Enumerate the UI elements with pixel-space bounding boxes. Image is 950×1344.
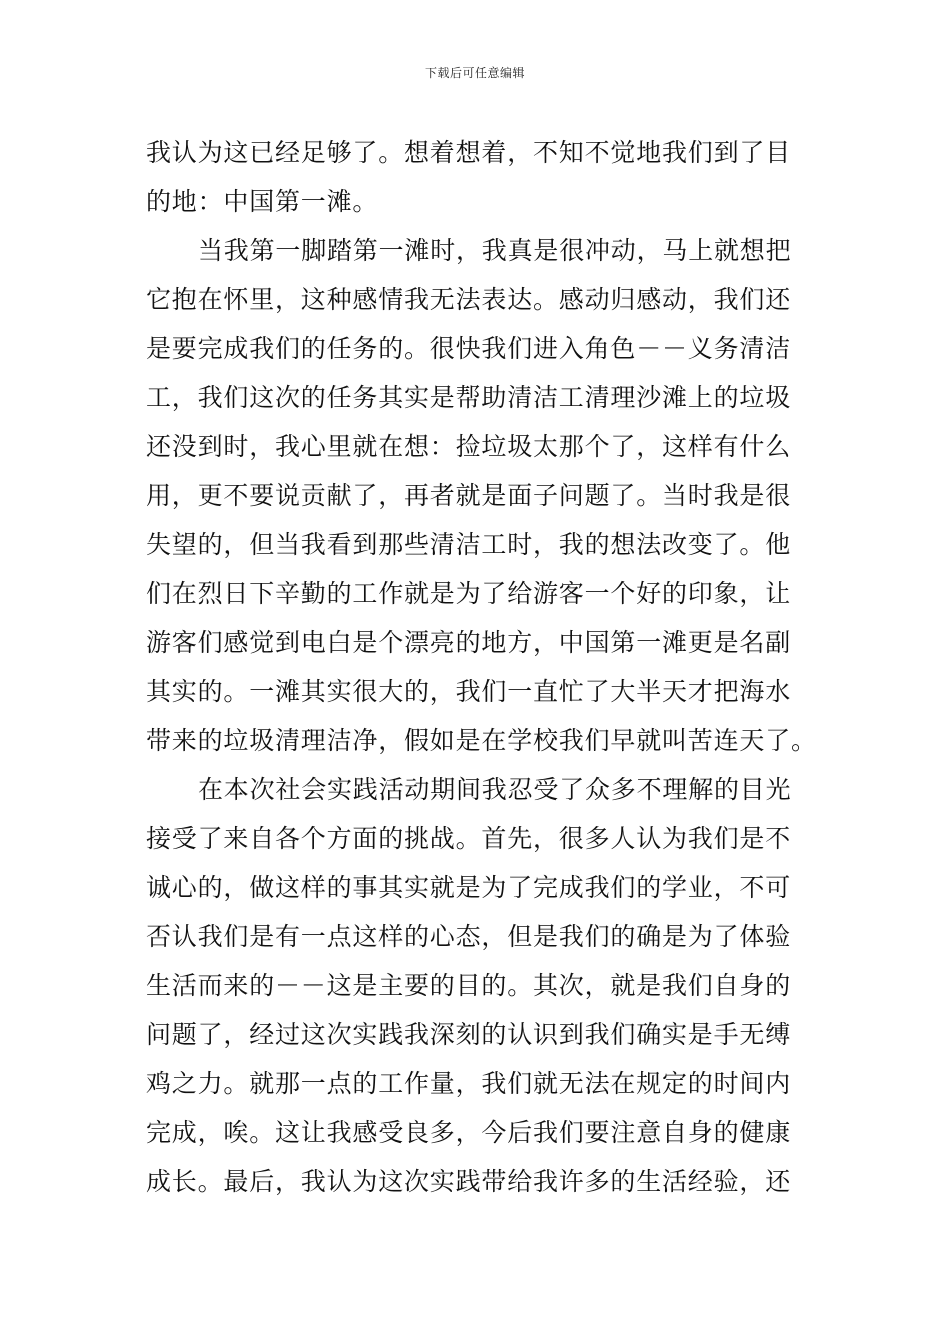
text-line: 工，我们这次的任务其实是帮助清洁工清理沙滩上的垃圾 (146, 383, 792, 412)
text-line: 用，更不要说贡献了，再者就是面子问题了。当时我是很 (146, 481, 792, 510)
text-line: 们在烈日下辛勤的工作就是为了给游客一个好的印象，让 (146, 579, 792, 608)
text-line: 诚心的，做这样的事其实就是为了完成我们的学业，不可 (146, 873, 792, 902)
text-line: 失望的，但当我看到那些清洁工时，我的想法改变了。他 (146, 530, 792, 559)
text-line: 鸡之力。就那一点的工作量，我们就无法在规定的时间内 (146, 1069, 792, 1098)
text-line: 我认为这已经足够了。想着想着，不知不觉地我们到了目 (146, 138, 792, 167)
text-line: 生活而来的－－这是主要的目的。其次，就是我们自身的 (146, 971, 792, 1000)
text-line: 其实的。一滩其实很大的，我们一直忙了大半天才把海水 (146, 677, 792, 706)
paragraph-start-line: 当我第一脚踏第一滩时，我真是很冲动，马上就想把 (198, 236, 792, 265)
text-line: 完成，唉。这让我感受良多，今后我们要注意自身的健康 (146, 1118, 792, 1147)
page-header-note: 下载后可任意编辑 (424, 66, 525, 80)
text-line: 否认我们是有一点这样的心态，但是我们的确是为了体验 (146, 922, 792, 951)
text-line: 的地：中国第一滩。 (146, 187, 379, 216)
text-line: 接受了来自各个方面的挑战。首先，很多人认为我们是不 (146, 824, 792, 853)
text-line: 游客们感觉到电白是个漂亮的地方，中国第一滩更是名副 (146, 628, 792, 657)
paragraph-start-line: 在本次社会实践活动期间我忍受了众多不理解的目光 (198, 775, 792, 804)
text-line: 是要完成我们的任务的。很快我们进入角色－－义务清洁 (146, 334, 792, 363)
text-line: 带来的垃圾清理洁净，假如是在学校我们早就叫苦连天了。 (146, 726, 817, 755)
text-line: 还没到时，我心里就在想：捡垃圾太那个了，这样有什么 (146, 432, 792, 461)
text-line: 问题了，经过这次实践我深刻的认识到我们确实是手无缚 (146, 1020, 792, 1049)
text-line: 它抱在怀里，这种感情我无法表达。感动归感动，我们还 (146, 285, 792, 314)
text-line: 成长。最后，我认为这次实践带给我许多的生活经验，还 (146, 1167, 792, 1196)
document-body (146, 128, 817, 1206)
